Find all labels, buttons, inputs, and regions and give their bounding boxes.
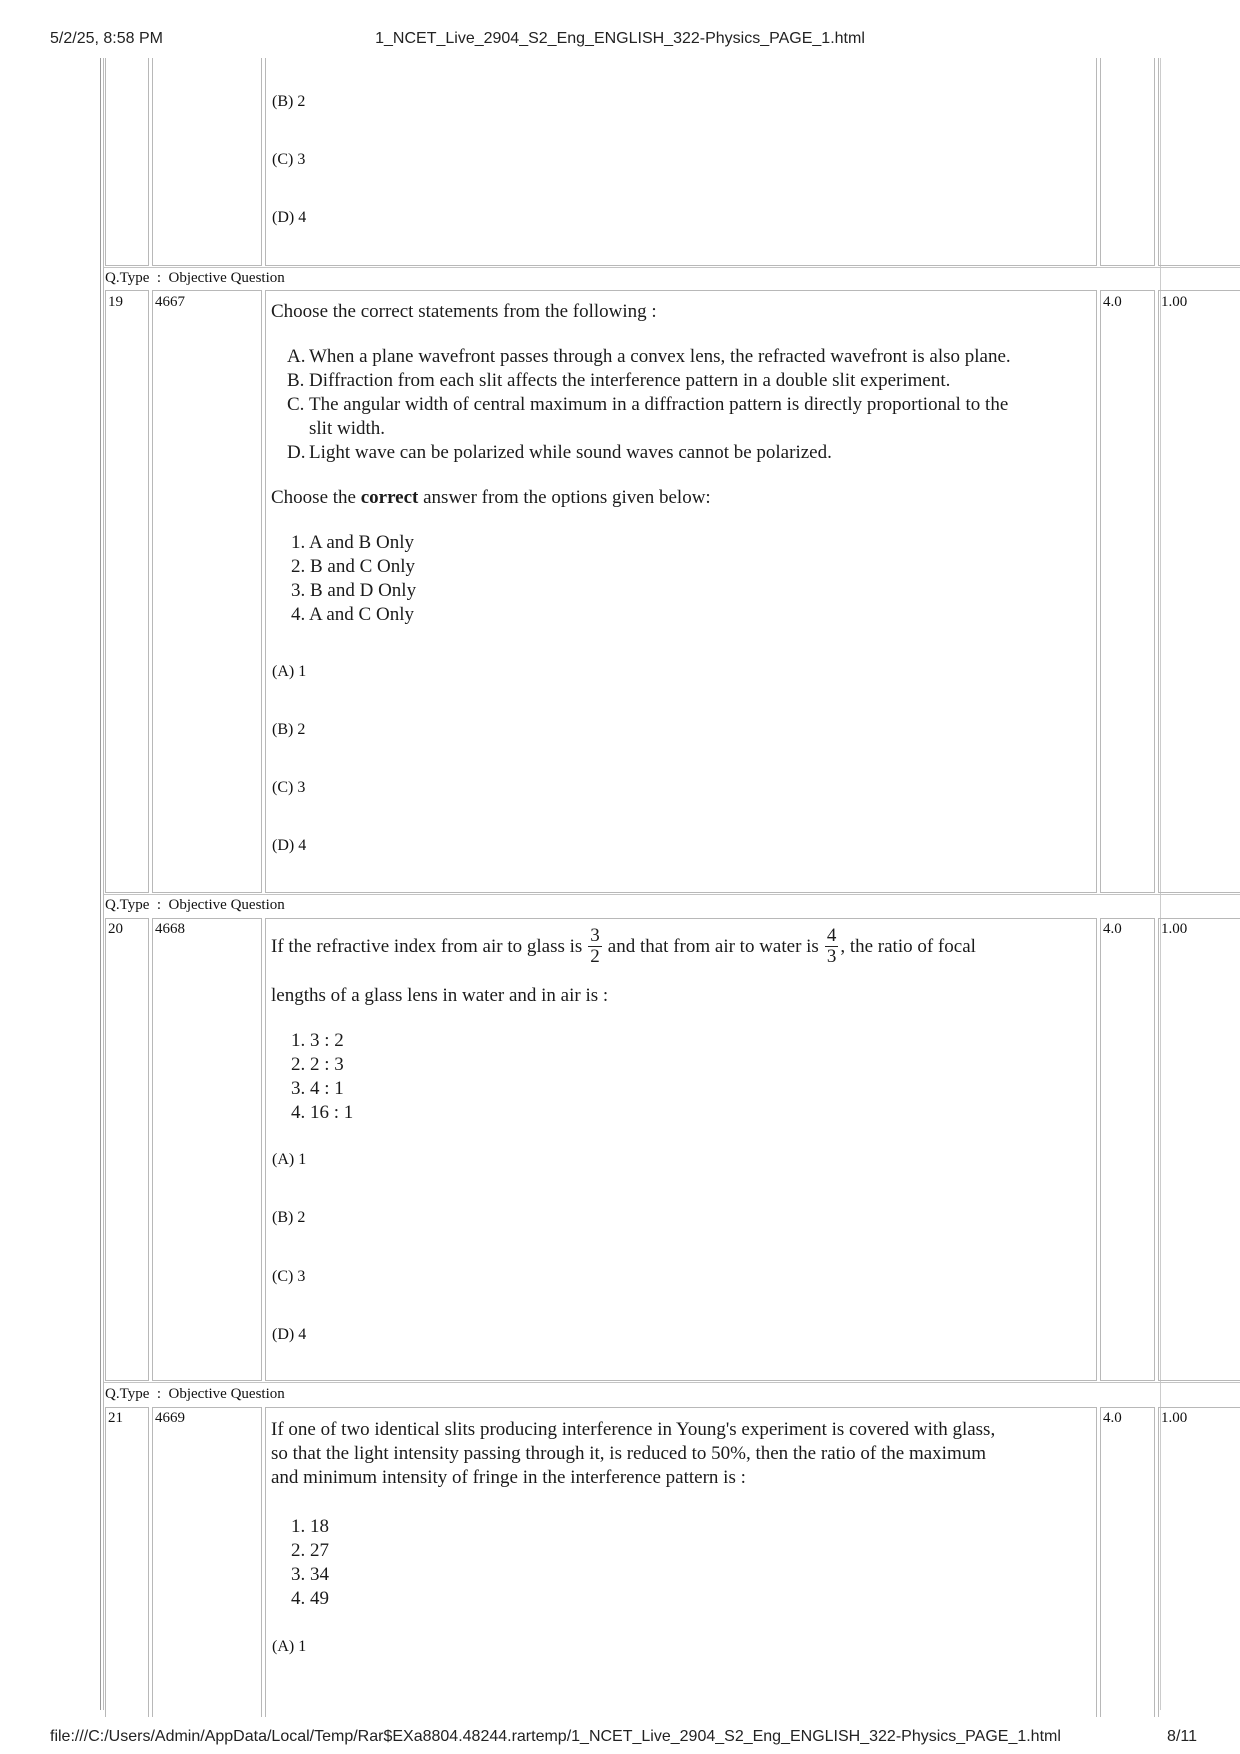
question-stem <box>271 926 976 967</box>
stem-text: and that from air to water is <box>607 935 819 957</box>
choice-list <box>291 1515 329 1611</box>
question-negative-marks: 1.00 <box>1161 294 1188 310</box>
question-cell <box>265 58 1097 266</box>
choice-item: 1. A and B Only <box>291 532 414 553</box>
answer-option: (A) 1 <box>272 663 307 680</box>
question-serial: 20 <box>108 921 123 937</box>
qid-cell <box>152 58 262 266</box>
statement-text: Diffraction from each slit affects the interference pattern in a double slit experiment. <box>309 370 951 391</box>
prompt-text: answer from the options given below: <box>423 487 711 508</box>
choice-item: 1. 18 <box>291 1516 329 1537</box>
answer-option: (C) 3 <box>272 151 306 168</box>
choice-item: 4. 16 : 1 <box>291 1102 354 1123</box>
fraction-numerator: 4 <box>826 925 837 946</box>
answer-option: (C) 3 <box>272 779 306 796</box>
prompt-text: Choose the <box>271 487 356 508</box>
fraction-denominator: 2 <box>590 946 600 967</box>
question-serial: 19 <box>108 294 123 310</box>
statement-item <box>287 417 1011 441</box>
question-negative-marks: 1.00 <box>1161 1410 1188 1426</box>
statement-text: Light wave can be polarized while sound waves cannot be polarized. <box>309 442 832 463</box>
print-page-number: 8/11 <box>1167 1728 1197 1745</box>
neg-cell <box>1158 1407 1240 1717</box>
neg-cell <box>1158 918 1240 1381</box>
choice-item: 2. B and C Only <box>291 556 416 577</box>
answer-option: (D) 4 <box>272 209 307 226</box>
stem-text: , the ratio of focal <box>840 935 976 957</box>
qid-cell <box>152 290 262 893</box>
choice-item: 2. 27 <box>291 1540 329 1561</box>
answer-option: (D) 4 <box>272 1326 307 1343</box>
question-stem-continued: lengths of a glass lens in water and in air is : <box>271 985 609 1006</box>
row-divider <box>104 267 1240 268</box>
choice-item: 1. 3 : 2 <box>291 1030 344 1051</box>
statement-text: slit width. <box>309 418 386 439</box>
question-stem <box>271 1418 995 1490</box>
statement-key: A. <box>287 346 306 367</box>
table-left-border-inner <box>103 58 104 1710</box>
answer-prompt <box>271 486 711 510</box>
question-id: 4669 <box>155 1410 185 1426</box>
marks-cell <box>1100 918 1155 1381</box>
print-file-path: file:///C:/Users/Admin/AppData/Local/Temp/Rar$EXa8804.48244.rartemp/1_NCET_Live_2904_S2_Eng_ENGLISH_322-Physics_PAGE_1.html <box>50 1728 1061 1745</box>
stem-line: so that the light intensity passing through it, is reduced to 50%, then the ratio of the maximum <box>271 1443 987 1464</box>
answer-option: (B) 2 <box>272 721 306 738</box>
fraction-4-3 <box>825 926 839 967</box>
answer-option: (D) 4 <box>272 837 307 854</box>
question-type-label: Q.Type : Objective Question <box>105 270 285 286</box>
question-id: 4667 <box>155 294 185 310</box>
question-type-label: Q.Type : Objective Question <box>105 897 285 913</box>
choice-list <box>291 1029 353 1125</box>
statement-item <box>287 345 1011 369</box>
marks-cell <box>1100 290 1155 893</box>
question-id: 4668 <box>155 921 185 937</box>
choice-item: 3. 34 <box>291 1564 329 1585</box>
choice-list <box>291 531 416 627</box>
sno-cell <box>105 1407 149 1717</box>
fraction-denominator: 3 <box>826 946 837 967</box>
choice-item: 3. 4 : 1 <box>291 1078 344 1099</box>
statement-item <box>287 369 1011 393</box>
question-marks: 4.0 <box>1103 294 1122 310</box>
neg-cell <box>1158 58 1240 266</box>
sno-cell <box>105 918 149 1381</box>
marks-cell <box>1100 1407 1155 1717</box>
statement-text: The angular width of central maximum in a diffraction pattern is directly proportional to the <box>309 394 1009 415</box>
print-datetime: 5/2/25, 8:58 PM <box>50 30 163 47</box>
row-divider <box>104 894 1240 895</box>
print-title: 1_NCET_Live_2904_S2_Eng_ENGLISH_322-Physics_PAGE_1.html <box>375 30 865 47</box>
choice-item: 4. A and C Only <box>291 604 414 625</box>
qid-cell <box>152 918 262 1381</box>
answer-option: (A) 1 <box>272 1151 307 1168</box>
question-negative-marks: 1.00 <box>1161 921 1188 937</box>
statement-key: B. <box>287 370 305 391</box>
answer-option: (C) 3 <box>272 1268 306 1285</box>
stem-text: If the refractive index from air to glass is <box>271 935 583 957</box>
statement-key: C. <box>287 394 305 415</box>
statement-item <box>287 393 1011 417</box>
prompt-emphasis: correct <box>360 487 419 508</box>
choice-item: 2. 2 : 3 <box>291 1054 344 1075</box>
question-type-label: Q.Type : Objective Question <box>105 1386 285 1402</box>
choice-item: 4. 49 <box>291 1588 329 1609</box>
statement-key <box>287 417 309 441</box>
table-left-border <box>100 58 101 1710</box>
question-stem: Choose the correct statements from the following : <box>271 301 657 322</box>
row-divider <box>104 1382 1240 1383</box>
statement-key: D. <box>287 442 306 463</box>
question-serial: 21 <box>108 1410 123 1426</box>
statement-item <box>287 441 1011 465</box>
fraction-numerator: 3 <box>590 925 600 946</box>
statement-text: When a plane wavefront passes through a convex lens, the refracted wavefront is also plane. <box>309 346 1011 367</box>
marks-cell <box>1100 58 1155 266</box>
fraction-3-2 <box>588 926 602 967</box>
answer-option: (B) 2 <box>272 93 306 110</box>
stem-line: If one of two identical slits producing interference in Young's experiment is covered with glass, <box>271 1419 996 1440</box>
neg-cell <box>1158 290 1240 893</box>
answer-option: (B) 2 <box>272 1209 306 1226</box>
stem-line: and minimum intensity of fringe in the interference pattern is : <box>271 1467 746 1488</box>
answer-option: (A) 1 <box>272 1638 307 1655</box>
sno-cell <box>105 290 149 893</box>
statement-list <box>287 345 1011 465</box>
choice-item: 3. B and D Only <box>291 580 417 601</box>
qid-cell <box>152 1407 262 1717</box>
question-marks: 4.0 <box>1103 1410 1122 1426</box>
question-marks: 4.0 <box>1103 921 1122 937</box>
sno-cell <box>105 58 149 266</box>
